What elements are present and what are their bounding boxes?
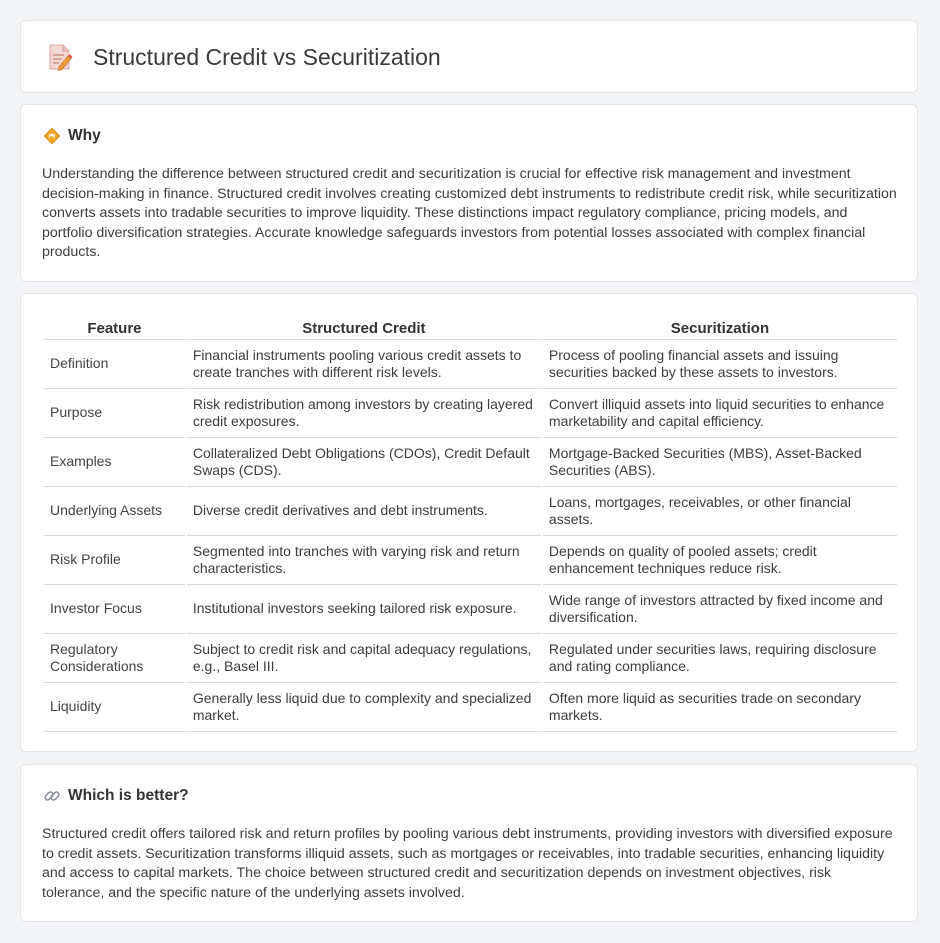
table-row [44,438,897,487]
structured-credit-cell: Diverse credit derivatives and debt instruments. [187,487,541,536]
column-header-structured-credit: Structured Credit [187,315,541,340]
feature-cell: Underlying Assets [44,487,185,536]
structured-credit-cell: Risk redistribution among investors by creating layered credit exposures. [187,389,541,438]
securitization-cell: Convert illiquid assets into liquid securities to enhance marketability and capital efficiency. [543,389,897,438]
structured-credit-cell: Financial instruments pooling various credit assets to create tranches with different risk levels. [187,340,541,389]
feature-cell: Investor Focus [44,585,185,634]
table-row [44,585,897,634]
better-text: Structured credit offers tailored risk and return profiles by pooling various debt instruments, providing investors with diversified exposure to credit assets. Securitization transforms illiquid assets, such as mortgages or receivables, into tradable securities, enhancing liquidity and access to capital markets. The choice between structured credit and securitization depends on investment objectives, risk tolerance, and the specific nature of the underlying assets involved. [42,826,893,901]
feature-cell: Risk Profile [44,536,185,585]
table-header-row [44,315,897,340]
column-header-feature: Feature [44,315,185,340]
why-title: Why [68,127,101,144]
link-icon [43,787,61,805]
securitization-cell: Mortgage-Backed Securities (MBS), Asset-Backed Securities (ABS). [543,438,897,487]
title-row [47,43,441,71]
better-title: Which is better? [68,787,189,804]
securitization-cell: Process of pooling financial assets and issuing securities backed by these assets to investors. [543,340,897,389]
table-row [44,487,897,536]
structured-credit-cell: Institutional investors seeking tailored risk exposure. [187,585,541,634]
table-row [44,340,897,389]
securitization-cell: Depends on quality of pooled assets; credit enhancement techniques reduce risk. [543,536,897,585]
comparison-section [20,293,918,752]
comparison-table [42,315,899,732]
which-is-better-section [20,764,918,922]
table-row [44,536,897,585]
better-heading [43,787,189,805]
column-header-securitization: Securitization [543,315,897,340]
table-row [44,389,897,438]
table-row [44,683,897,732]
securitization-cell: Often more liquid as securities trade on secondary markets. [543,683,897,732]
feature-cell: Definition [44,340,185,389]
feature-cell: Purpose [44,389,185,438]
road-sign-icon [43,127,61,145]
why-text: Understanding the difference between structured credit and securitization is crucial for effective risk management and investment decision-making in finance. Structured credit involves creating customized debt instruments to redistribute credit risk, while securitization converts assets into tradable securities to improve liquidity. These distinctions impact regulatory compliance, pricing models, and portfolio diversification strategies. Accurate knowledge safeguards investors from potential losses associated with complex financial products. [42,166,897,261]
securitization-cell: Regulated under securities laws, requiring disclosure and rating compliance. [543,634,897,683]
why-section [20,104,918,282]
why-heading [43,127,101,145]
document-edit-icon [47,43,73,71]
feature-cell: Liquidity [44,683,185,732]
structured-credit-cell: Generally less liquid due to complexity and specialized market. [187,683,541,732]
page-title: Structured Credit vs Securitization [93,43,441,70]
table-row [44,634,897,683]
structured-credit-cell: Collateralized Debt Obligations (CDOs), Credit Default Swaps (CDS). [187,438,541,487]
structured-credit-cell: Subject to credit risk and capital adequacy regulations, e.g., Basel III. [187,634,541,683]
securitization-cell: Wide range of investors attracted by fixed income and diversification. [543,585,897,634]
feature-cell: Regulatory Considerations [44,634,185,683]
feature-cell: Examples [44,438,185,487]
securitization-cell: Loans, mortgages, receivables, or other financial assets. [543,487,897,536]
structured-credit-cell: Segmented into tranches with varying risk and return characteristics. [187,536,541,585]
header-card [20,20,918,93]
